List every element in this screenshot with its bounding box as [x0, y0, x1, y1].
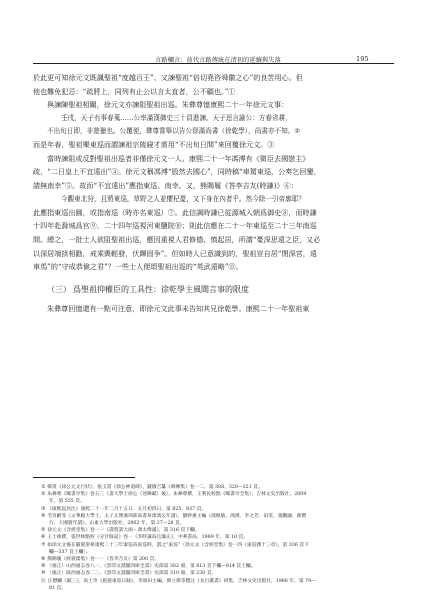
- text-line: 與諫陳聖祖相關，徐元文亦諫阻聖祖出巡。朱彝尊憶康熙二十一年徐元文事：: [47, 100, 289, 110]
- text-line: 十四年赴滁城爲官⑨，二十四年巡視河東鹽院⑩；則此信應在二十一年東巡至二十三年南巡: [33, 221, 317, 231]
- footnote-number: ⑤: [41, 528, 46, 534]
- block-quote: [33, 112, 395, 138]
- footnote-number: ⑨: [41, 564, 46, 570]
- running-head: 言路欄言：前代言路傳統在清初的延續與失落: [155, 57, 281, 64]
- footnote-text: 如徐元文後在隨駕聖祖康熙二十三年秦巡爲南巡時，謂之“東巡”（徐元文《含經堂集》卷一四《東巡雜十三章》，第 336 頁下: [47, 542, 309, 548]
- section-number: （三）: [47, 284, 71, 294]
- footnote-text: 王士禎撰，張世林點校《分甘餘話》卷一《李時謙爲官廉正》，中華書局，1989 年，第 10 頁。: [47, 535, 249, 541]
- paragraph: [33, 206, 395, 274]
- footnote-continuation: 行、王國賢年譜》，山東大學出版社，2002 年，第 27—28 頁。: [49, 521, 185, 527]
- text-line: 而是年春，聖祖樂東巡而謂諫祖宗陵寢才需用“不出旬日間”來回覆徐元文。③: [33, 140, 275, 150]
- section-heading: [33, 283, 395, 297]
- footnote: [41, 484, 393, 491]
- footnote-number: ④: [41, 513, 46, 519]
- paragraph: [33, 138, 395, 152]
- footnote: [41, 491, 393, 498]
- text-line: 當時諫阻或反對聖祖出巡者非僅徐元文一人。康熙二十一年馮溥有《微臣去國戀主》: [47, 153, 310, 163]
- footnote-text: 徐元文《含經堂集》卷一一《壽賀訓大兩・馮太傅滿》，第 316 頁下欄。: [47, 528, 200, 534]
- paragraph: [33, 71, 395, 98]
- text-line: 此應指東巡出圓，或指南巡（時亦名東巡）⑦。此信調時謙已從源城入朝爲御史⑧，而時謙: [33, 207, 317, 217]
- footnote: [41, 513, 393, 520]
- footnote-text: 熊賜履《經義齋集》卷一一《答李吉友》第 200 頁。: [47, 557, 160, 563]
- paragraph: [33, 98, 395, 112]
- footnote: [41, 506, 393, 513]
- text-line: 以深居端拱相勸，戒乘輿輕發，伏蹕固争”。但如時人已意識到的，聖祖豈自居“閉深宮，遠: [33, 248, 317, 258]
- footnote-continuation: 欄—337 頁上欄）。: [49, 549, 91, 555]
- text-line: 間。總之，一批士人欲阻聖祖出巡，應因重視人君修德、慎起居，所謂“憂深思遠之臣，又必: [33, 234, 321, 244]
- footnote-continuation: 年，第 555 頁。: [49, 499, 85, 505]
- footnote-number: ⑩: [41, 571, 46, 577]
- footnote-text: （雍正）陝西通志卷二三，《景印文淵閣四庫全書》史部第 310 冊，第 230 頁。: [47, 571, 217, 577]
- block-quote: [33, 193, 395, 206]
- footnote-continuation: 81 頁。: [49, 585, 67, 591]
- text-line: 他也難免犯忌：“疏將上，同列有止公以言太直者，公不顧也。”①: [33, 86, 236, 96]
- footnote-number: ⑥: [41, 535, 46, 541]
- footnote-number: ⑪: [41, 578, 46, 584]
- footnote: [41, 563, 393, 570]
- footnote-text: 朱彝尊《曝書亭集》卷五三《書大學士徐公（述暉賦）後》，朱彝尊撰，王利民校點《曝書亭全集》，吉林文史出版社，2009: [47, 492, 307, 498]
- footnote: [41, 570, 393, 577]
- footnote-text: 汪懋麟《賦三》，高士奇《扈從東巡日録》，李澍田主編，鄧立偉等標注《長白叢書》初集，吉林文史出版社，1986 年，第 79—: [47, 578, 316, 584]
- footnote: [41, 578, 393, 585]
- text-line: 於此更可知徐元文既諷聖祖“度越百王”、又諫聖祖“倍切堯咨舜徽之心”的良苦用心。但: [33, 73, 303, 82]
- footnote-number: ⑧: [41, 557, 46, 563]
- footnote-text: 毛奇齡等《文華殿大學士、太子太傅兼刑部尚書易齋馮公年譜》，劉幹惠主編《馮煥敏、馮溥、李之芳、田雯、張鵬翮、郝懋: [47, 513, 307, 519]
- footnote-number: ②: [41, 492, 46, 498]
- text-line: 車馬”的“守成恭儉之君”？一些士人便頌聖祖出巡的“英武遠略”⑪。: [33, 262, 243, 272]
- paragraph: [33, 302, 395, 316]
- section-title: 爲聖祖抑權臣的工具性：徐乾學主風聞言事的限度: [73, 284, 249, 294]
- footnote: [41, 542, 393, 549]
- footnote: [41, 527, 393, 534]
- footnote-number: ③: [41, 506, 46, 512]
- page-number: 195: [356, 55, 369, 63]
- text-line: 請無南幸”⑤。故而“不宜遠出”應指東巡、南幸。又，熊賜履《答李吉友(時謙)》⑥：: [33, 180, 298, 190]
- text-line: 朱彝尊回憶還有一點可注意，即徐元文此事未告知其兄徐乾學。康熙二十一年聖祖東: [47, 303, 310, 313]
- footnote-number: ⑦: [41, 542, 46, 548]
- paragraph: [33, 152, 395, 193]
- footnotes: [41, 484, 393, 592]
- footnote-number: ①: [41, 485, 46, 490]
- quote-line: 壬戌，天子有事春蒐……公率滿漢御史三十員進諫。天子逕言諭公：方春省耕，: [61, 113, 292, 122]
- footnote: [41, 534, 393, 541]
- text-line: 疏，“二日皇上不宜遠出”④。徐元文稱馮溥“股然去國心”，同時稿“車駕東巡，公奏乞回鑾，: [33, 167, 321, 177]
- quote-line: 今觀東北狩，且將東巡，草野之人並懼杞憂，又下身在內者乎。然今除一引帝廓耶？: [61, 194, 305, 203]
- header-rule: [33, 63, 394, 64]
- footnote-text: （雍正）山西通志卷八一，《景印文淵閣四庫全書》史部第 302 冊，第 813 頁下欄—814 頁上欄。: [47, 564, 256, 570]
- footnote-text: 《康熙起居注》康熙二十一年二月十五日、五月初四日，第 825、837 頁。: [47, 506, 207, 512]
- body-text: [33, 71, 395, 315]
- footnote: [41, 556, 393, 563]
- quote-line: 不出旬日即，非遊獵也。公覆便，彝尊嘗舉以告公督滿尚書（徐乾學），尚書亦不知。②: [47, 126, 301, 135]
- footnote-rule: [33, 477, 135, 478]
- footnote-text: 韓菼《徐公元文行狀》，張玉書《徐公神道碑》，錢儀吉纂《碑傳集》卷一二，第 308、320—321 頁。: [47, 485, 263, 490]
